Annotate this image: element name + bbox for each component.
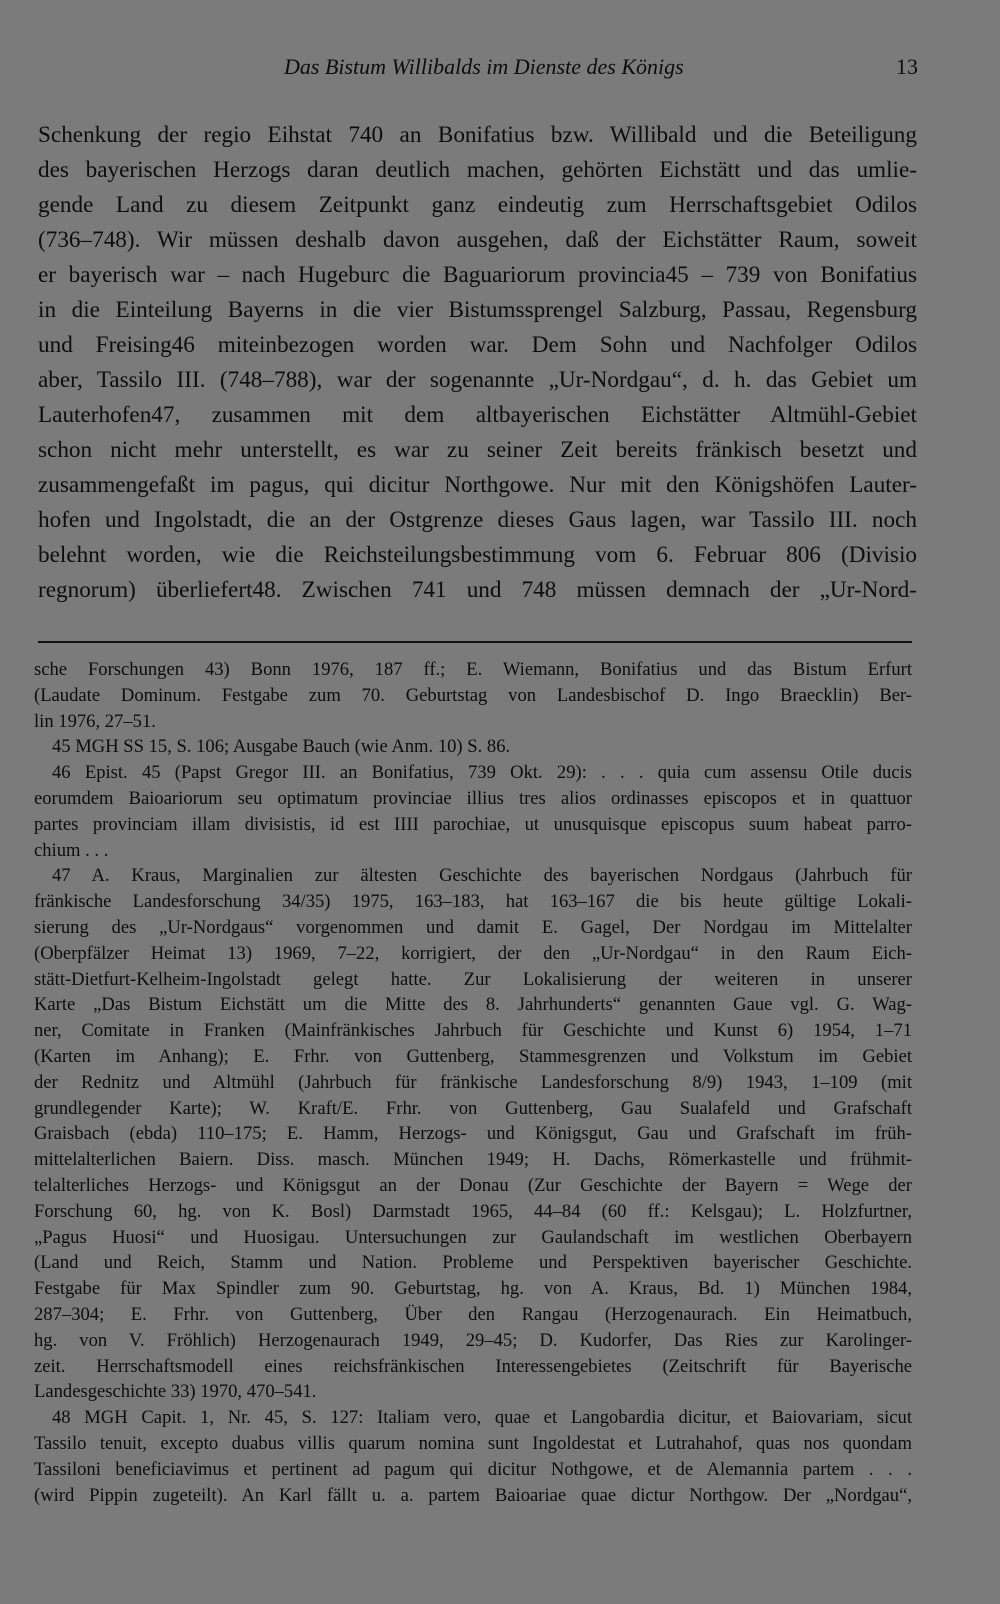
body-line: Schenkung der regio Eihstat 740 an Bonifatius bzw. Willibald und die Beteiligung xyxy=(38,122,917,148)
footnote-47: 47 A. Kraus, Marginalien zur ältesten Geschichte des bayerischen Nordgaus (Jahrbuch für xyxy=(52,865,912,887)
footnote-line: Graisbach (ebda) 110–175; E. Hamm, Herzogs- und Königsgut, Gau und Grafschaft im früh- xyxy=(34,1123,912,1145)
footnote-rule xyxy=(38,641,912,643)
footnote-line: sierung des „Ur-Nordgaus“ vorgenommen und damit E. Gagel, Der Nordgau im Mittelalter xyxy=(34,916,912,938)
body-line: (736–748). Wir müssen deshalb davon ausgehen, daß der Eichstätter Raum, soweit xyxy=(38,227,917,253)
running-head xyxy=(0,50,1000,84)
body-line: gende Land zu diesem Zeitpunkt ganz eindeutig zum Herrschaftsgebiet Odilos xyxy=(38,192,917,218)
footnote-48: 48 MGH Capit. 1, Nr. 45, S. 127: Italiam vero, quae et Langobardia dicitur, et Baiovariam, sicut xyxy=(52,1407,912,1429)
body-line: regnorum) überliefert48. Zwischen 741 und 748 müssen demnach der „Ur-Nord- xyxy=(38,577,917,603)
running-head-title: Das Bistum Willibalds im Dienste des Königs xyxy=(284,54,684,79)
body-line: zusammengefaßt im pagus, qui dicitur Northgowe. Nur mit den Königshöfen Lauter- xyxy=(38,472,917,498)
body-line: hofen und Ingolstadt, die an der Ostgrenze dieses Gaus lagen, war Tassilo III. noch xyxy=(38,507,917,533)
body-line: schon nicht mehr unterstellt, es war zu seiner Zeit bereits fränkisch besetzt und xyxy=(38,437,917,463)
footnote-line: chium . . . xyxy=(34,839,109,861)
body-line: er bayerisch war – nach Hugeburc die Baguariorum provincia45 – 739 von Bonifatius xyxy=(38,262,917,288)
footnote-line: sche Forschungen 43) Bonn 1976, 187 ff.; E. Wiemann, Bonifatius und das Bistum Erfurt xyxy=(34,659,912,680)
footnote-line: grundlegender Karte); W. Kraft/E. Frhr. von Guttenberg, Gau Sualafeld und Grafschaft xyxy=(34,1097,912,1119)
footnote-line: lin 1976, 27–51. xyxy=(34,710,156,732)
footnote-line: hg. von V. Fröhlich) Herzogenaurach 1949, 29–45; D. Kudorfer, Das Ries zur Karolinger- xyxy=(34,1329,912,1351)
footnote-line: Karte „Das Bistum Eichstätt um die Mitte des 8. Jahrhunderts“ genannten Gaue vgl. G. Wag- xyxy=(34,994,912,1016)
footnote-45: 45 MGH SS 15, S. 106; Ausgabe Bauch (wie Anm. 10) S. 86. xyxy=(52,736,511,758)
body-line: Lauterhofen47, zusammen mit dem altbayerischen Eichstätter Altmühl-Gebiet xyxy=(38,402,917,428)
footnote-line: (Land und Reich, Stamm und Nation. Probleme und Perspektiven bayerischer Geschichte. xyxy=(34,1252,912,1274)
footnote-line: Forschung 60, hg. von K. Bosl) Darmstadt 1965, 44–84 (60 ff.: Kelsgau); L. Holzfurtner, xyxy=(34,1200,912,1222)
main-text xyxy=(38,118,917,608)
footnote-line: (Laudate Dominum. Festgabe zum 70. Geburtstag von Landesbischof D. Ingo Braecklin) Ber- xyxy=(34,684,912,706)
footnote-46: 46 Epist. 45 (Papst Gregor III. an Bonifatius, 739 Okt. 29): . . . quia cum assensu Otile ducis xyxy=(52,762,912,784)
footnote-line: partes provinciam illam divisistis, id est IIII parochiae, ut unusquisque episcopus suum habeat parro- xyxy=(34,813,912,835)
footnote-line: 287–304; E. Frhr. von Guttenberg, Über den Rangau (Herzogenaurach. Ein Heimatbuch, xyxy=(34,1303,912,1325)
body-line: aber, Tassilo III. (748–788), war der sogenannte „Ur-Nordgau“, d. h. das Gebiet um xyxy=(38,367,917,393)
footnotes xyxy=(34,657,912,1508)
footnote-line: Festgabe für Max Spindler zum 90. Geburtstag, hg. von A. Kraus, Bd. 1) München 1984, xyxy=(34,1278,912,1300)
page-number: 13 xyxy=(896,54,918,79)
footnote-line: „Pagus Huosi“ und Huosigau. Untersuchungen zur Gaulandschaft im westlichen Oberbayern xyxy=(34,1226,912,1248)
footnote-line: eorumdem Baioariorum seu optimatum provinciae illius tres alios ordinasses episcopos et in quattuor xyxy=(34,787,912,809)
footnote-line: zeit. Herrschaftsmodell eines reichsfränkischen Interessengebietes (Zeitschrift für Bayerische xyxy=(34,1355,912,1377)
footnote-line: telalterliches Herzogs- und Königsgut an der Donau (Zur Geschichte der Bayern = Wege der xyxy=(34,1174,912,1196)
footnote-line: ner, Comitate in Franken (Mainfränkisches Jahrbuch für Geschichte und Kunst 6) 1954, 1–71 xyxy=(34,1020,912,1042)
footnote-line: stätt-Dietfurt-Kelheim-Ingolstadt gelegt hatte. Zur Lokalisierung der weiteren in unserer xyxy=(34,968,912,990)
footnote-line: der Rednitz und Altmühl (Jahrbuch für fränkische Landesforschung 8/9) 1943, 1–109 (mit xyxy=(34,1071,912,1093)
footnote-line: (Karten im Anhang); E. Frhr. von Guttenberg, Stammesgrenzen und Volkstum im Gebiet xyxy=(34,1045,912,1067)
footnote-line: (Oberpfälzer Heimat 13) 1969, 7–22, korrigiert, der den „Ur-Nordgau“ in den Raum Eich- xyxy=(34,942,912,964)
footnote-line: mittelalterlichen Baiern. Diss. masch. München 1949; H. Dachs, Römerkastelle und frühmit- xyxy=(34,1149,912,1171)
footnote-line: Tassilo tenuit, excepto duabus villis quarum nomina sunt Ingoldestat et Lutrahahof, quas nos quondam xyxy=(34,1432,912,1454)
footnote-line: (wird Pippin zugeteilt). An Karl fällt u. a. partem Baioariae quae dictur Northgow. Der „Nordgau“, xyxy=(34,1484,912,1506)
footnote-line: Landesgeschichte 33) 1970, 470–541. xyxy=(34,1381,317,1403)
body-line: belehnt worden, wie die Reichsteilungsbestimmung vom 6. Februar 806 (Divisio xyxy=(38,542,917,568)
body-line: in die Einteilung Bayerns in die vier Bistumssprengel Salzburg, Passau, Regensburg xyxy=(38,297,917,323)
body-line: und Freising46 miteinbezogen worden war. Dem Sohn und Nachfolger Odilos xyxy=(38,332,917,358)
footnote-line: fränkische Landesforschung 34/35) 1975, 163–183, hat 163–167 die bis heute gültige Lokali- xyxy=(34,891,912,913)
body-line: des bayerischen Herzogs daran deutlich machen, gehörten Eichstätt und das umlie- xyxy=(38,157,917,183)
footnote-line: Tassiloni beneficiavimus et pertinent ad pagum qui dicitur Nothgowe, et de Alemannia partem . . . xyxy=(34,1458,912,1480)
